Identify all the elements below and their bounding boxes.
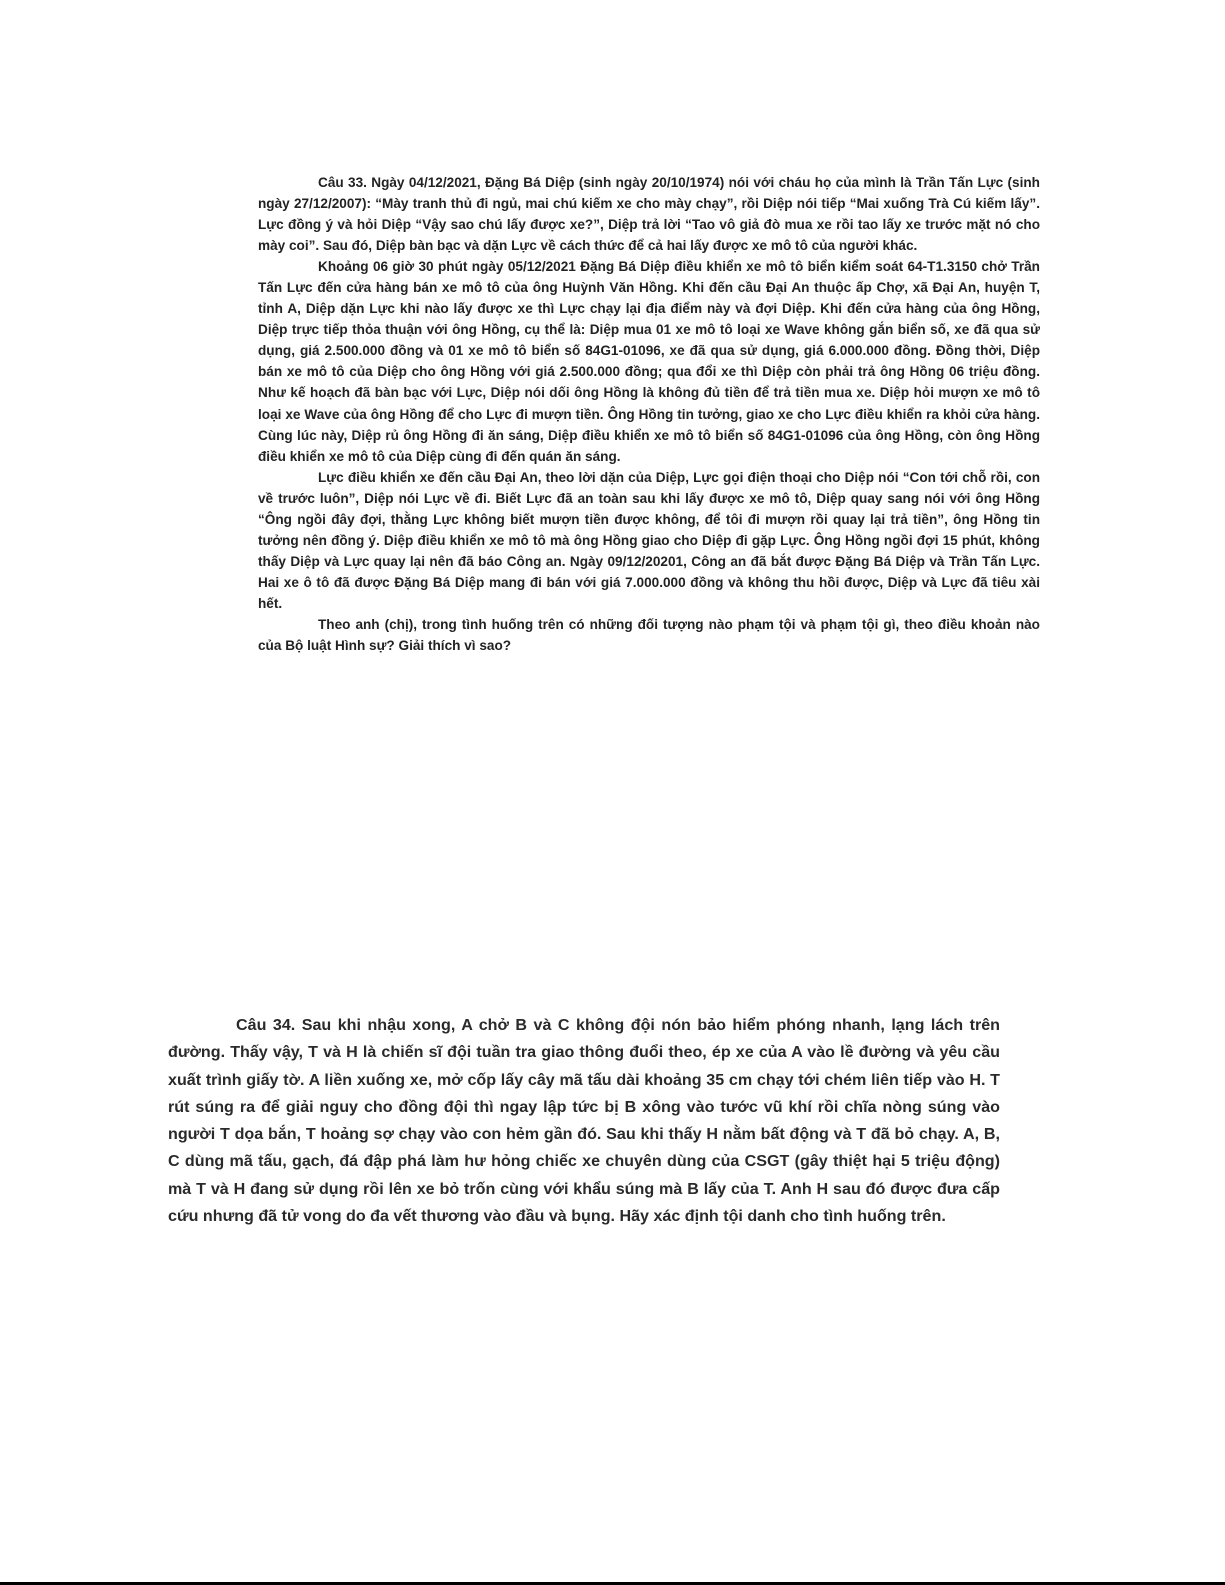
question-34-paragraph-1: Câu 34. Sau khi nhậu xong, A chở B và C không đội nón bảo hiểm phóng nhanh, lạng lách trên đường. Thấy vậy, T và H là chiến sĩ đội tuần tra giao thông đuổi theo, ép xe của A vào lề đường và yêu cầu xuất trình giấy tờ. A liền xuống xe, mở cốp lấy cây mã tấu dài khoảng 35 cm chạy tới chém liên tiếp vào H. T rút súng ra để giải nguy cho đồng đội thì ngay lập tức bị B xông vào tước vũ khí rồi chĩa nòng súng vào người T dọa bắn, T hoảng sợ chạy vào con hẻm gần đó. Sau khi thấy H nằm bất động và T đã bỏ chạy. A, B, C dùng mã tấu, gạch, đá đập phá làm hư hỏng chiếc xe chuyên dùng của CSGT (gây thiệt hại 5 triệu động) mà T và H đang sử dụng rồi lên xe bỏ trốn cùng với khẩu súng mà B lấy của T. Anh H sau đó được đưa cấp cứu nhưng đã tử vong do đa vết thương vào đầu và bụng. Hãy xác định tội danh cho tình huống trên. (168, 1016, 1000, 1226)
question-33-paragraph-2: Khoảng 06 giờ 30 phút ngày 05/12/2021 Đặng Bá Diệp điều khiển xe mô tô biển kiểm soát 64-T1.3150 chở Trần Tấn Lực đến cửa hàng bán xe mô tô của ông Huỳnh Văn Hồng. Khi đến cầu Đại An thuộc ấp Chợ, xã Đại An, huyện T, tỉnh A, Diệp dặn Lực khi nào lấy được xe thì Lực chạy lại địa điểm này và đợi Diệp. Khi đến cửa hàng của ông Hồng, Diệp trực tiếp thỏa thuận với ông Hồng, cụ thể là: Diệp mua 01 xe mô tô loại xe Wave không gắn biển số, xe đã qua sử dụng, giá 2.500.000 đồng và 01 xe mô tô biển số 84G1-01096, xe đã qua sử dụng, giá 6.000.000 đồng. Đồng thời, Diệp bán xe mô tô của Diệp cho ông Hồng với giá 2.500.000 đồng; qua đổi xe thì Diệp còn phải trả ông Hồng 06 triệu đồng. Như kế hoạch đã bàn bạc với Lực, Diệp nói dối ông Hồng là không đủ tiền để trả tiền mua xe. Diệp hỏi mượn xe mô tô loại xe Wave của ông Hồng để cho Lực đi mượn tiền. Ông Hồng tin tưởng, giao xe cho Lực điều khiển ra khỏi cửa hàng. Cùng lúc này, Diệp rủ ông Hồng đi ăn sáng, Diệp điều khiển xe mô tô biển số 84G1-01096 của ông Hồng, còn ông Hồng điều khiển xe mô tô của Diệp cùng đi đến quán ăn sáng. (258, 259, 1040, 464)
question-33-paragraph-3: Lực điều khiển xe đến cầu Đại An, theo lời dặn của Diệp, Lực gọi điện thoại cho Diệp nói “Con tới chỗ rồi, con về trước luôn”, Diệp nói Lực về đi. Biết Lực đã an toàn sau khi lấy được xe mô tô, Diệp quay sang nói với ông Hồng “Ông ngồi đây đợi, thằng Lực không biết mượn tiền được không, để tôi đi mượn rồi quay lại trả tiền”, ông Hồng tin tưởng nên đồng ý. Diệp điều khiển xe mô tô mà ông Hồng giao cho Diệp đi gặp Lực. Ông Hồng ngồi đợi 15 phút, không thấy Diệp và Lực quay lại nên đã báo Công an. Ngày 09/12/20201, Công an đã bắt được Đặng Bá Diệp và Trần Tấn Lực. Hai xe ô tô đã được Đặng Bá Diệp mang đi bán với giá 7.000.000 đồng và không thu hồi được, Diệp và Lực đã tiêu xài hết. (258, 469, 1040, 611)
question-33-paragraph-1: Câu 33. Ngày 04/12/2021, Đặng Bá Diệp (sinh ngày 20/10/1974) nói với cháu họ của mình là Trần Tấn Lực (sinh ngày 27/12/2007): “Mày tranh thủ đi ngủ, mai chú kiếm xe cho mày chạy”, rồi Diệp nói tiếp “Mai xuống Trà Cú kiếm lấy”. Lực đồng ý và hỏi Diệp “Vậy sao chú lấy được xe?”, Diệp trả lời “Tao vô giả đò mua xe rồi tao lấy xe trước mặt nó cho mày coi”. Sau đó, Diệp bàn bạc và dặn Lực về cách thức để cả hai lấy được xe mô tô của người khác. (258, 175, 1040, 254)
question-33-text (258, 172, 1040, 656)
question-33-paragraph-4: Theo anh (chị), trong tình huống trên có những đối tượng nào phạm tội và phạm tội gì, theo điều khoản nào của Bộ luật Hình sự? Giải thích vì sao? (258, 616, 1040, 654)
question-34-text (168, 1012, 1000, 1230)
